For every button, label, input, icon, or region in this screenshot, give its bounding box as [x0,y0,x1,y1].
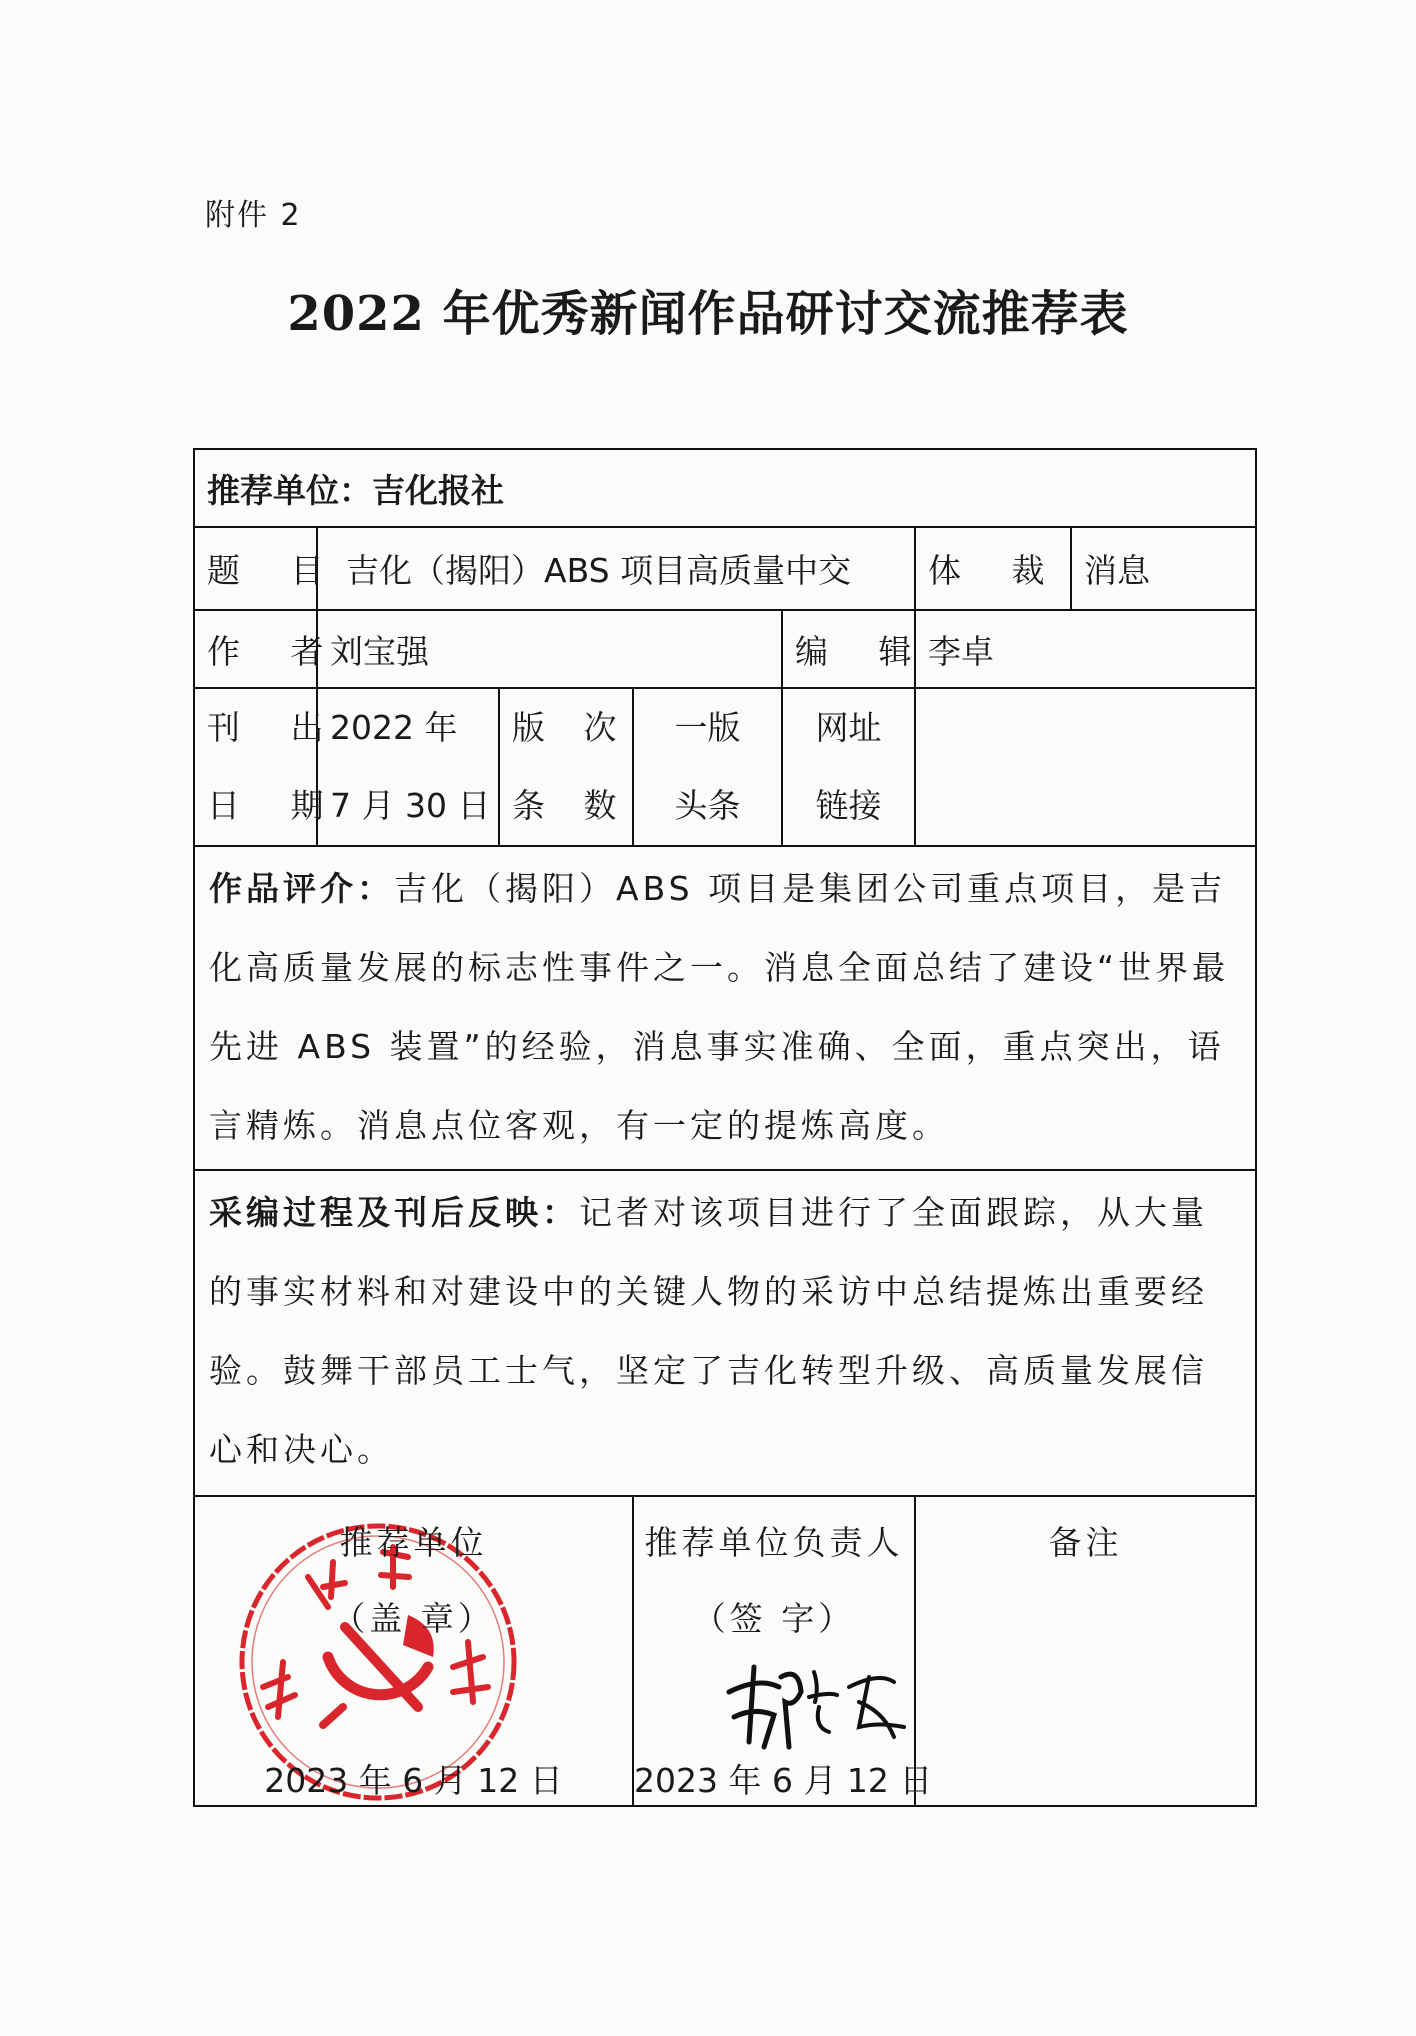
editor-label: 编 辑 [782,610,915,688]
person-label: 推荐单位负责人 [644,1523,904,1562]
row-publish-info [194,688,1256,846]
process-text: 记者对该项目进行了全面跟踪，从大量的事实材料和对建设中的关键人物的采访中总结提炼出重要经验。鼓舞干部员工士气，坚定了吉化转型升级、高质量发展信心和决心。 [209,1193,1208,1469]
row-process [194,1170,1256,1496]
recommending-unit-value: 吉化报社 [372,470,504,510]
headline-label: 题 目 [194,527,317,610]
evaluation-text: 吉化（揭阳）ABS 项目是集团公司重点项目，是吉化高质量发展的标志性事件之一。消息全面总结了建设“世界最先进 ABS 装置”的经验，消息事实准确、全面，重点突出，语言精炼。消息点位客观，有一定的提炼高度。 [209,869,1230,1145]
editor-value: 李卓 [915,610,1256,688]
genre-value: 消息 [1071,527,1256,610]
notes-cell [915,1496,1256,1806]
page-order-value: 一版 头条 [633,688,782,846]
attachment-label: 附件 2 [205,198,302,233]
row-recommending-unit [194,449,1256,527]
unit-label: 推荐单位 [339,1523,488,1562]
unit-stamp-cell [194,1496,633,1806]
unit-date: 2023 年 6 月 12 日 [264,1761,563,1800]
url-label: 网址 链接 [782,688,915,846]
notes-label: 备注 [1048,1523,1123,1562]
row-signoff [194,1496,1256,1806]
author-label: 作 者 [194,610,317,688]
process-label: 采编过程及刊后反映： [209,1193,579,1232]
publish-date-value: 2022 年 7 月 30 日 [317,688,499,846]
evaluation-label: 作品评介： [209,869,394,908]
recommendation-form [193,448,1257,1807]
publish-date-label: 刊 出 日 期 [194,688,317,846]
person-sign-label: （签 字） [692,1599,856,1638]
author-value: 刘宝强 [317,610,782,688]
handwritten-signature-icon [719,1647,909,1757]
row-author [194,610,1256,688]
page-order-label: 版 次 条 数 [499,688,633,846]
recommending-unit-label: 推荐单位： [207,470,372,510]
headline-value: 吉化（揭阳）ABS 项目高质量中交 [317,527,915,610]
genre-label: 体 裁 [915,527,1071,610]
recommending-unit-cell [194,449,1256,527]
person-sign-cell [633,1496,933,1806]
row-headline [194,527,1256,610]
evaluation-cell [194,846,1256,1170]
row-evaluation [194,846,1256,1170]
url-value [915,688,1256,846]
page-title: 2022 年优秀新闻作品研讨交流推荐表 [287,286,1129,342]
process-cell [194,1170,1256,1496]
unit-stamp-label: （盖 章） [332,1599,495,1638]
person-date: 2023 年 6 月 12 日 [634,1761,933,1800]
